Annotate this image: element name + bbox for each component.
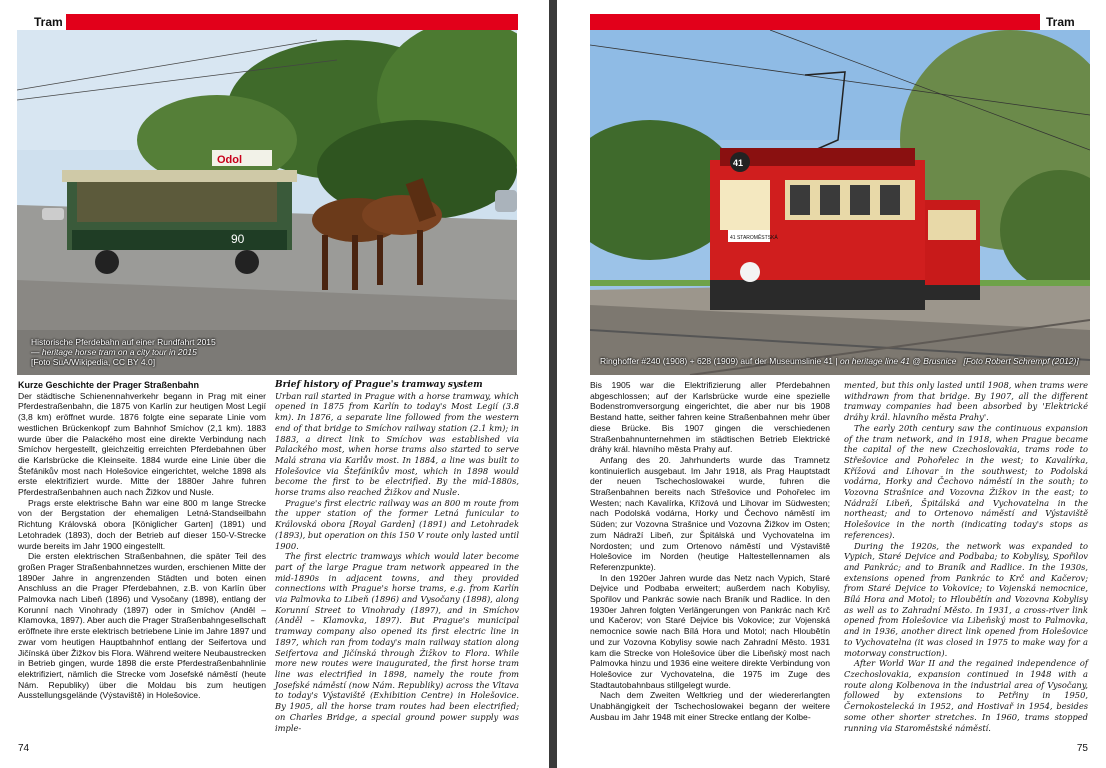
german-paragraph: Der städtische Schienennahverkehr begann in Prag mit einer Pferdestraßenbahn, die 1875 von Karlín zur heutigen Most Legií (3,8 km) eröffnet wurde. 1876 folgte eine separate Linie vom westlichen Brückenkopf zum Bahnhof Smíchov (2,1 km). 1883 wurde über die Palackého most eine direkte Verbindung nach Smíchov hergestellt, gleichzeitig erreichten Pferdebahnen über die Karlsbrücke die Kleinseite. 1884 wurde eine Linie über die Štefánikův most nach Holešovice eingerichtet, welche 1898 als erste elektrifiziert wurde. Mitte der 1880er Jahre fuhren Pferdestraßenbahnen auch nach Žižkov und Nusle. bbox=[18, 390, 266, 498]
caption-credit: [Foto Robert Schrempf (2012)] bbox=[963, 356, 1079, 366]
english-paragraph: Urban rail started in Prague with a horse tramway, which opened in 1875 from Karlín to today's Most Legií (3.8 km). In 1876, a separate line followed from the western end of that bridge to Smíchov railway station (2.1 km); in 1883, a direct link to Smíchov was established via Palackého most, when horse trams also started to serve Malá strana via Karlův most. In 1884, a line was built to Holešovice via Štefánikův most, which in 1898 would become the first to be electrified. By the mid-1880s, horse trams also reached Žižkov and Nusle. bbox=[275, 390, 519, 498]
caption-line-2: — heritage horse tram on a city tour in 2015 bbox=[31, 347, 197, 357]
english-paragraph: mented, but this only lasted until 1908, when trams were withdrawn from that bridge. By 1907, all the different tramway companies had been absorbed by 'Elektrické dráhy král. hlavního města Prahy'. bbox=[844, 380, 1088, 423]
right-page bbox=[558, 0, 1106, 768]
horse-tram-photo bbox=[17, 30, 517, 375]
page-number-right: 75 bbox=[1076, 743, 1088, 754]
caption-line-3: [Foto SuA/Wikipedia, CC BY 4.0] bbox=[31, 357, 156, 367]
caption-english: on heritage line 41 @ Brusnice bbox=[839, 356, 957, 366]
german-paragraph: Anfang des 20. Jahrhunderts wurde das Tramnetz kontinuierlich ausgebaut. Im Jahr 1918, als Prag Hauptstadt der neuen Tschechoslowakei wurde, fuhren die Straßenbahnen bereits nach Střešovice und Pohořelec im Westen; nach Kavalírka, Křížová und Lihovar im Südwesten; nach Podolská vodárna, Horky und Čechovo náměstí im Süden; zur Vozovna Strašnice und Vozovna Žižkov im Osten; zum Nádraží Libeň, zur Špitálská und Vychovatelna im Nordosten; und zum Ortenovo náměstí und Výstaviště Holešovice im Norden (heutige Haltestellennamen als Referenzpunkte). bbox=[590, 454, 830, 572]
english-paragraph: The early 20th century saw the continuous expansion of the tram network, and in 1918, when Prague became the capital of the new Czechoslovakia, trams rode to Střešovice and Pohořelec in the west; to Kavalírka, Křížová and Lihovar in the southwest; to Podolská vodárna, Horky and Čechovo náměstí in the south; to Vozovna Strašnice and Vozovna Žižkov in the east; to Nádraží Libeň, Špitálská and Vychovatelna in the northeast; and to Ortenovo náměstí and Výstaviště Holešovice in the north (indicating today's stops as references). bbox=[844, 422, 1088, 540]
german-paragraph: In den 1920er Jahren wurde das Netz nach Vypich, Staré Dejvice und Podbaba erweitert; außerdem nach Kobylisy, Spořilov und Pankrác sowie nach Braník und Radlice. In den 1930er Jahren folgten Verlängerungen von Pankrác nach Krč und Kačerov; von Staré Dejvice bis Vokovice; zur Vojenská nemocnice sowie nach Bílá Hora und Motol; nach Hloubětín und zur Vozovna Kobylisy sowie nach Zahradní Město. 1931 kam die Strecke von Holešovice über die Libeňský most nach Palmovka hinzu und 1936 eine weitere direkte Verbindung von Holešovice zur Vychovatelna, die 1975 im Zuge des Stadtautobahnbaus stillgelegt wurde. bbox=[590, 572, 830, 690]
photo-caption-left bbox=[31, 337, 216, 367]
tram-stop-sign: 41 STAROMĚSTSKÁ bbox=[730, 235, 778, 241]
german-paragraph: Nach dem Zweiten Weltkrieg und der wiedererlangten Unabhängigkeit der Tschechoslowakei begann der weitere Ausbau im Jahr 1948 mit einer Strecke entlang der Kolbe- bbox=[590, 690, 830, 722]
page-number-left: 74 bbox=[18, 743, 30, 754]
heritage-tram-photo bbox=[590, 30, 1090, 375]
german-heading: Kurze Geschichte der Prager Straßenbahn bbox=[18, 380, 200, 390]
german-paragraph: Die ersten elektrischen Straßenbahnen, die später Teil des großen Prager Straßenbahnnetzes wurden, erschienen Mitte der 1890er Jahre in angrenzenden Städten und boten einen Anschluss an die Prager Pferdebahnen, z.B. von Karlín über Palmovka nach Libeň (1896) und Vysočany (1898), entlang der Korunní nach Vinohrady (1897) oder in Smíchov (Anděl – Klamovka, 1897). Aber auch die Prager Straßenbahngesellschaft eröffnete ihre erste elektrisch betriebene Linie im Jahre 1897 und zwar vom heutigen Hauptbahnhof entlang der Seifertova und Jičínská über Žižkov bis Flora. Während weitere Neubaustrecken in Betrieb gingen, wurde 1898 die erste Pferdestraßenbahnlinie elektrifiziert, nämlich die Strecke vom Josefské náměstí (heute Nám. Republiky) über die Moldau bis zum heutigen Ausstellungsgelände (Výstaviště) in Holešovice. bbox=[18, 551, 266, 701]
section-label-right: Tram bbox=[1046, 15, 1075, 29]
caption-main: Ringhoffer #240 (1908) + 628 (1909) auf der Museumslinie 41 bbox=[600, 356, 834, 366]
english-column-left bbox=[275, 380, 519, 733]
photo-caption-right: Ringhoffer #240 (1908) + 628 (1909) auf der Museumslinie 41 | on heritage line 41 @ Brusnice [Foto Robert Schrempf (2012)] bbox=[600, 356, 1079, 366]
left-page bbox=[0, 0, 548, 768]
caption-line-1: Historische Pferdebahn auf einer Rundfahrt 2015 bbox=[31, 337, 216, 347]
english-column-right bbox=[844, 380, 1088, 733]
book-gutter bbox=[549, 0, 557, 768]
section-label-left: Tram bbox=[34, 15, 63, 29]
german-column-right bbox=[590, 380, 830, 723]
tram-route-number: 41 bbox=[733, 158, 744, 168]
header-bar-right bbox=[590, 14, 1040, 30]
english-paragraph: Prague's first electric railway was an 800 m route from the upper station of the former Letná funicular to Královská obora [Royal Garden] (1891) and Letohradek (1893), but operation on this 150 V route only lasted until 1900. bbox=[275, 497, 519, 551]
tram-number-text: 90 bbox=[231, 232, 245, 246]
english-paragraph: The first electric tramways which would later become part of the large Prague tram network appeared in the mid-1890s in adjacent towns, and they provided connections with Prague's horse trams, e.g. from Karlín via Palmovka to Libeň (1896) and Vysočany (1898), along Korunní Street to Vinohrady (1897), and in Smíchov (Anděl – Klamovka, 1897). But Prague's municipal tramway company also opened its first electric line in 1897, which ran from today's main railway station along Seifertova and Jičínská through Žižkov to Flora. While more new routes were inaugurated, the first horse tram line was electrified in 1898, namely the route from Josefské náměstí (now Nám. Republiky) across the Vltava to today's Výstaviště (Exhibition Centre) in Holešovice. By 1905, all the horse tram routes had been electrified; on Charles Bridge, a special ground power supply was imple- bbox=[275, 551, 519, 733]
english-paragraph: After World War II and the regained independence of Czechoslovakia, expansion continued in 1948 with a route along Kolbenova in the industrial area of Vysočany, followed by extensions to Petřiny in 1950, Černokostelecká in 1952, and Hostivař in 1954, besides some other shorter stretches. In 1960, trams stopped running via Staroměstské náměstí. bbox=[844, 658, 1088, 733]
german-column-left bbox=[18, 380, 266, 701]
header-bar-left bbox=[66, 14, 518, 30]
german-paragraph: Bis 1905 war die Elektrifizierung aller Pferdebahnen abgeschlossen; auf der Karlsbrücke wurde eine spezielle Bodenstromversorgung eingerichtet, die aber nur bis 1908 Bestand hatte, seither fahren keine Straßenbahnen mehr über diese Brücke. Bis 1907 gingen die verschiedenen Straßenbahnunternehmen im städtischen Betrieb Elektrické dráhy král. hlavního města Prahy auf. bbox=[590, 380, 830, 455]
english-heading: Brief history of Prague's tramway system bbox=[275, 380, 483, 390]
tram-board-text: Odol bbox=[217, 154, 243, 166]
english-paragraph: During the 1920s, the network was expanded to Vypich, Staré Dejvice and Podbaba; to Kobylisy, Spořilov and Pankrác; and to Braník and Radlice. In the 1930s, extensions opened from Pankrác to Krč and Kačerov; from Staré Dejvice to Vokovice; to Vojenská nemocnice, Bílá Hora and Motol; to Hloubětín and Vozovna Kobylisy as well as to Zahradní Město. In 1931, a cross-river link opened from Holešovice via Libeňský most to Palmovka, and in 1936, another direct link opened from Holešovice to Vychovatelna (it was closed in 1975 to make way for a motorway construction). bbox=[844, 540, 1088, 658]
german-paragraph: Prags erste elektrische Bahn war eine 800 m lange Strecke von der Bergstation der ehemaligen Letná-Standseilbahn Richtung Královská obora [Königlicher Garten] (1891) und Letohradek (1893), doch der Betrieb auf dieser 150-V-Strecke wurde bereits im Jahr 1900 eingestellt. bbox=[18, 497, 266, 551]
